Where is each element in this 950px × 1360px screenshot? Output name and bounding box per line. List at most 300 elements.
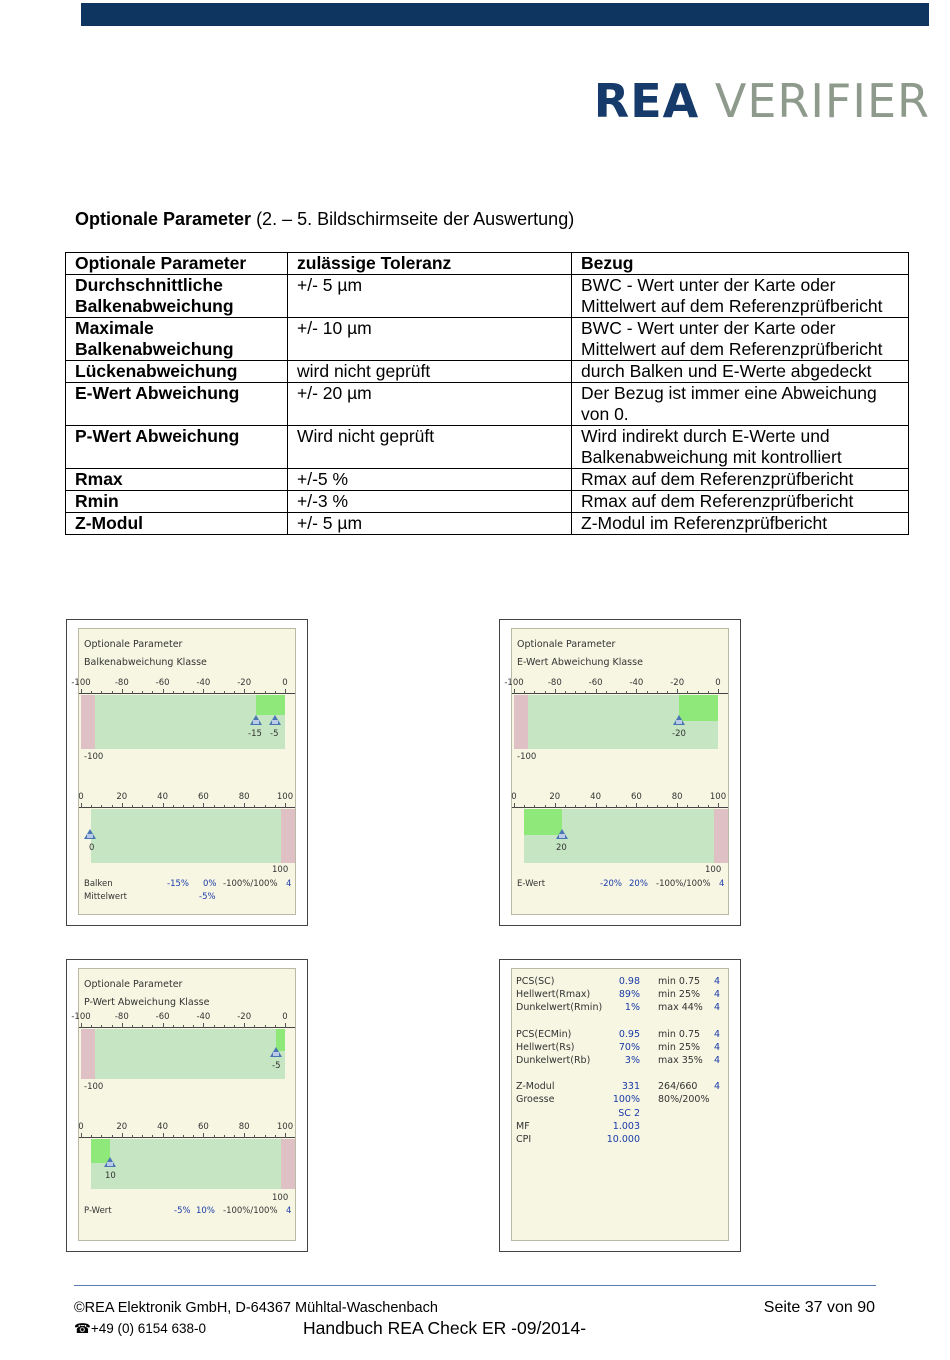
scale-tick bbox=[254, 1025, 255, 1028]
table-cell: Rmax auf dem Referenzprüfbericht bbox=[572, 491, 909, 513]
scale-tick bbox=[254, 805, 255, 808]
table-cell: +/- 10 µm bbox=[288, 318, 572, 361]
scale-tick bbox=[647, 691, 648, 694]
stat-value: 331 bbox=[621, 1081, 640, 1093]
scale-tick bbox=[81, 1133, 82, 1138]
scale-tick-label: 100 bbox=[276, 792, 294, 802]
table-row bbox=[66, 469, 909, 491]
stat-value: 3% bbox=[624, 1054, 640, 1066]
table-cell: Rmax auf dem Referenzprüfbericht bbox=[572, 469, 909, 491]
parameter-table bbox=[65, 252, 909, 535]
scale-tick bbox=[275, 1025, 276, 1028]
scale-tick bbox=[214, 1135, 215, 1138]
scale-tick bbox=[214, 805, 215, 808]
table-row bbox=[66, 426, 909, 469]
pink-zone bbox=[81, 1029, 95, 1079]
scale-tick bbox=[244, 1133, 245, 1138]
table-cell: Maximale Balkenabweichung bbox=[66, 318, 288, 361]
table-cell: P-Wert Abweichung bbox=[66, 426, 288, 469]
table-cell: Lückenabweichung bbox=[66, 361, 288, 383]
pos-max-label: 100 bbox=[705, 865, 722, 875]
scale-tick bbox=[132, 805, 133, 808]
stat-limit: max 35% bbox=[658, 1054, 703, 1066]
scale-tick bbox=[203, 689, 204, 694]
stat-value: 100% bbox=[612, 1094, 640, 1106]
scale-tick-label: 20 bbox=[116, 792, 128, 802]
footer-divider bbox=[74, 1285, 876, 1286]
stat-limit: 80%/200% bbox=[658, 1094, 710, 1106]
tolerance-zone bbox=[95, 1029, 285, 1079]
scale-tick bbox=[234, 691, 235, 694]
stat-row bbox=[516, 1028, 722, 1041]
marker-label: 20 bbox=[556, 843, 567, 853]
scale-tick bbox=[234, 805, 235, 808]
tolerance-zone bbox=[91, 809, 281, 863]
scale-tick bbox=[132, 1025, 133, 1028]
screen-statistics bbox=[511, 968, 729, 1241]
scale-tick bbox=[112, 1025, 113, 1028]
scale-tick-label: 20 bbox=[549, 792, 561, 802]
scale-tick bbox=[163, 1133, 164, 1138]
scale-tick bbox=[203, 803, 204, 808]
scale-tick bbox=[173, 691, 174, 694]
marker-label: -5 bbox=[272, 1061, 281, 1071]
stat-grade: 4 bbox=[714, 1041, 721, 1053]
scale-tick-label: -20 bbox=[237, 1012, 252, 1022]
scale-tick bbox=[718, 803, 719, 808]
scale-tick-label: 80 bbox=[238, 792, 250, 802]
stat-label: Hellwert(Rmax) bbox=[516, 989, 591, 1001]
scale-tick bbox=[81, 803, 82, 808]
scale-tick-label: -80 bbox=[547, 678, 562, 688]
footer-phone: ☎+49 (0) 6154 638-0 bbox=[74, 1321, 207, 1336]
result-value: -15% bbox=[167, 879, 189, 889]
stat-label: PCS(SC) bbox=[516, 976, 555, 987]
pos-max-label: 100 bbox=[272, 1193, 289, 1203]
screen-e-wert bbox=[504, 628, 729, 915]
stat-row bbox=[516, 1001, 722, 1014]
scale-tick bbox=[265, 691, 266, 694]
table-cell: Z-Modul im Referenzprüfbericht bbox=[572, 513, 909, 535]
scale-tick bbox=[101, 1135, 102, 1138]
scale-tick-label: -60 bbox=[588, 678, 603, 688]
scale-tick bbox=[203, 1133, 204, 1138]
scale-tick bbox=[122, 803, 123, 808]
stat-grade: 4 bbox=[714, 1002, 721, 1014]
scale-tick bbox=[163, 1023, 164, 1028]
scale-tick bbox=[657, 805, 658, 808]
table-cell: Z-Modul bbox=[66, 513, 288, 535]
stat-row bbox=[516, 1080, 722, 1093]
screen-subtitle: E-Wert Abweichung Klasse bbox=[517, 657, 643, 668]
scale-tick bbox=[142, 1135, 143, 1138]
table-row bbox=[66, 275, 909, 318]
scale-tick bbox=[91, 1025, 92, 1028]
stat-row bbox=[516, 1107, 722, 1120]
stat-row bbox=[516, 1041, 722, 1054]
scale-tick bbox=[565, 691, 566, 694]
table-cell: +/-5 % bbox=[288, 469, 572, 491]
scale-tick bbox=[193, 691, 194, 694]
scale-tick bbox=[265, 1025, 266, 1028]
footer-copyright: ©REA Elektronik GmbH, D-64367 Mühltal-Waschenbach bbox=[74, 1300, 438, 1316]
stat-label: Dunkelwert(Rmin) bbox=[516, 1002, 603, 1014]
scale-tick bbox=[275, 1135, 276, 1138]
scale-tick bbox=[606, 691, 607, 694]
neg-min-label: -100 bbox=[84, 1082, 104, 1092]
scale-tick bbox=[687, 691, 688, 694]
scale-tick bbox=[142, 805, 143, 808]
table-cell: BWC - Wert unter der Karte oder Mittelwert auf dem Referenzprüfbericht bbox=[572, 275, 909, 318]
scale-tick bbox=[677, 803, 678, 808]
stat-label: CPI bbox=[516, 1133, 532, 1145]
scale-tick-label: -40 bbox=[196, 1012, 211, 1022]
scale-tick bbox=[163, 803, 164, 808]
stat-grade: 4 bbox=[714, 1028, 721, 1040]
scale-tick bbox=[132, 691, 133, 694]
scale-tick bbox=[224, 1135, 225, 1138]
scale-tick-label: 0 bbox=[282, 678, 288, 688]
neg-min-label: -100 bbox=[517, 752, 537, 762]
table-cell: wird nicht geprüft bbox=[288, 361, 572, 383]
result-grade: 4 bbox=[286, 1206, 292, 1216]
scale-tick bbox=[244, 803, 245, 808]
scale-tick bbox=[91, 1135, 92, 1138]
rea-verifier-logo bbox=[594, 74, 930, 128]
group-gap bbox=[516, 1067, 722, 1080]
screen-balkenabweichung bbox=[71, 628, 296, 915]
scale-tick bbox=[112, 691, 113, 694]
scale-tick bbox=[173, 1025, 174, 1028]
scale-tick bbox=[585, 691, 586, 694]
table-cell: Der Bezug ist immer eine Abweichung von 0. bbox=[572, 383, 909, 426]
scale-tick bbox=[555, 689, 556, 694]
header-bar bbox=[81, 3, 929, 26]
stat-value: 70% bbox=[618, 1041, 640, 1053]
scale-tick bbox=[575, 691, 576, 694]
scale-tick bbox=[183, 805, 184, 808]
scale-tick-label: -60 bbox=[155, 1012, 170, 1022]
result-value: 20% bbox=[629, 879, 648, 889]
scale-tick bbox=[698, 805, 699, 808]
table-cell: +/- 5 µm bbox=[288, 513, 572, 535]
scale-tick-label: 40 bbox=[157, 792, 169, 802]
stat-limit: 264/660 bbox=[658, 1081, 698, 1093]
scale-tick bbox=[545, 805, 546, 808]
scale-tick bbox=[152, 691, 153, 694]
stat-label: MF bbox=[516, 1120, 530, 1132]
stat-label: Hellwert(Rs) bbox=[516, 1041, 575, 1053]
table-cell: +/- 20 µm bbox=[288, 383, 572, 426]
scale-tick bbox=[203, 1023, 204, 1028]
scale-tick bbox=[647, 805, 648, 808]
scale-tick bbox=[718, 689, 719, 694]
statistics-list bbox=[516, 975, 722, 1146]
scale-tick bbox=[285, 689, 286, 694]
scale-tick-label: -100 bbox=[71, 678, 91, 688]
marker-icon bbox=[104, 1157, 116, 1167]
scale-tick bbox=[122, 689, 123, 694]
table-cell: Durchschnittliche Balkenabweichung bbox=[66, 275, 288, 318]
result-label: E-Wert bbox=[517, 879, 546, 889]
scale-tick-label: -40 bbox=[196, 678, 211, 688]
scale-tick bbox=[234, 1025, 235, 1028]
scale-tick bbox=[101, 1025, 102, 1028]
scale-tick-label: 20 bbox=[116, 1122, 128, 1132]
scale-tick bbox=[636, 803, 637, 808]
table-cell: BWC - Wert unter der Karte oder Mittelwert auf dem Referenzprüfbericht bbox=[572, 318, 909, 361]
scale-tick bbox=[152, 1025, 153, 1028]
section-title bbox=[75, 209, 574, 230]
screen-title: Optionale Parameter bbox=[517, 639, 616, 650]
scale-tick bbox=[91, 691, 92, 694]
table-row bbox=[66, 318, 909, 361]
header-cell: Bezug bbox=[572, 253, 909, 275]
scale-tick bbox=[91, 805, 92, 808]
stat-label: Groesse bbox=[516, 1094, 555, 1106]
stat-row bbox=[516, 988, 722, 1001]
scale-tick bbox=[524, 691, 525, 694]
scale-tick-label: 60 bbox=[197, 792, 209, 802]
scale-tick bbox=[667, 691, 668, 694]
scale-tick bbox=[101, 805, 102, 808]
result-value: 0% bbox=[203, 879, 217, 889]
scale-tick bbox=[122, 1023, 123, 1028]
stat-value: 0.98 bbox=[618, 976, 640, 987]
scale-tick-label: -20 bbox=[670, 678, 685, 688]
scale-tick bbox=[224, 1025, 225, 1028]
table-row bbox=[66, 513, 909, 535]
marker-label: -5 bbox=[270, 729, 279, 739]
footer-page-number: Seite 37 von 90 bbox=[763, 1299, 875, 1316]
scale-tick bbox=[555, 803, 556, 808]
table-header-row bbox=[66, 253, 909, 275]
scale-tick bbox=[214, 1025, 215, 1028]
result-label: P-Wert bbox=[84, 1206, 112, 1216]
scale-tick-label: 100 bbox=[276, 1122, 294, 1132]
marker-icon bbox=[270, 1047, 282, 1057]
scale-tick bbox=[193, 1135, 194, 1138]
scale-tick-label: 80 bbox=[671, 792, 683, 802]
pink-zone bbox=[281, 809, 295, 863]
result-value: -5% bbox=[199, 892, 216, 902]
scale-tick bbox=[173, 805, 174, 808]
scale-tick-label: 80 bbox=[238, 1122, 250, 1132]
scale-tick-label: -80 bbox=[114, 678, 129, 688]
scale-tick bbox=[698, 691, 699, 694]
scale-tick bbox=[514, 689, 515, 694]
screenshot-balkenabweichung bbox=[66, 619, 308, 926]
group-gap bbox=[516, 1015, 722, 1028]
stat-grade: 4 bbox=[714, 989, 721, 1001]
screen-title: Optionale Parameter bbox=[84, 639, 183, 650]
marker-label: 0 bbox=[89, 843, 95, 853]
scale-tick-label: -80 bbox=[114, 1012, 129, 1022]
scale-tick-label: 40 bbox=[157, 1122, 169, 1132]
marker-icon bbox=[269, 715, 281, 725]
stat-row bbox=[516, 1133, 722, 1146]
scale-tick-label: -60 bbox=[155, 678, 170, 688]
marker-label: -20 bbox=[672, 729, 686, 739]
scale-tick bbox=[142, 691, 143, 694]
marker-label: 10 bbox=[105, 1171, 116, 1181]
scale-tick bbox=[534, 805, 535, 808]
scale-tick bbox=[565, 805, 566, 808]
scale-tick bbox=[524, 805, 525, 808]
scale-tick-label: 0 bbox=[282, 1012, 288, 1022]
stat-label: Dunkelwert(Rb) bbox=[516, 1054, 591, 1066]
scale-tick-label: 60 bbox=[630, 792, 642, 802]
screen-p-wert bbox=[71, 968, 296, 1241]
scale-tick bbox=[122, 1133, 123, 1138]
stat-row bbox=[516, 1120, 722, 1133]
neg-min-label: -100 bbox=[84, 752, 104, 762]
screen-subtitle: Balkenabweichung Klasse bbox=[84, 657, 207, 668]
stat-label: PCS(ECMin) bbox=[516, 1028, 572, 1040]
stat-value: 10.000 bbox=[606, 1133, 640, 1145]
scale-tick bbox=[687, 805, 688, 808]
result-value: -5% bbox=[174, 1206, 191, 1216]
scale-tick bbox=[142, 1025, 143, 1028]
stat-grade: 4 bbox=[714, 976, 721, 987]
scale-tick bbox=[708, 805, 709, 808]
table-row bbox=[66, 491, 909, 513]
stat-value: 0.95 bbox=[618, 1028, 640, 1040]
marker-label: -15 bbox=[248, 729, 262, 739]
screenshot-e-wert bbox=[499, 619, 741, 926]
stat-label: Z-Modul bbox=[516, 1081, 555, 1093]
table-cell: Wird nicht geprüft bbox=[288, 426, 572, 469]
stat-limit: min 25% bbox=[658, 989, 701, 1001]
scale-tick bbox=[514, 803, 515, 808]
table-cell: durch Balken und E-Werte abgedeckt bbox=[572, 361, 909, 383]
stat-row bbox=[516, 1054, 722, 1067]
table-cell: +/-3 % bbox=[288, 491, 572, 513]
scale-tick bbox=[163, 689, 164, 694]
scale-tick bbox=[596, 803, 597, 808]
table-cell: +/- 5 µm bbox=[288, 275, 572, 318]
result-label: Mittelwert bbox=[84, 892, 127, 902]
marker-icon bbox=[673, 715, 685, 725]
scale-tick bbox=[677, 689, 678, 694]
result-value: -20% bbox=[600, 879, 622, 889]
stat-limit: min 25% bbox=[658, 1041, 701, 1053]
scale-tick bbox=[214, 691, 215, 694]
scale-tick bbox=[596, 689, 597, 694]
logo-verifier: VERIFIER bbox=[714, 74, 930, 128]
stat-limit: min 0.75 bbox=[658, 1028, 701, 1040]
scale-tick bbox=[183, 1135, 184, 1138]
result-range: -100%/100% bbox=[223, 1206, 278, 1216]
scale-tick bbox=[285, 803, 286, 808]
tolerance-zone bbox=[91, 1139, 281, 1189]
screenshot-p-wert bbox=[66, 959, 308, 1252]
pink-zone bbox=[81, 695, 95, 749]
stat-value: 1% bbox=[624, 1002, 640, 1014]
result-range: -100%/100% bbox=[656, 879, 711, 889]
table-cell: Rmax bbox=[66, 469, 288, 491]
stat-limit: min 0.75 bbox=[658, 976, 701, 987]
scale-tick bbox=[285, 1023, 286, 1028]
scale-tick bbox=[224, 691, 225, 694]
stat-value: 1.003 bbox=[612, 1120, 640, 1132]
result-label: Balken bbox=[84, 879, 113, 889]
scale-tick-label: 0 bbox=[511, 792, 517, 802]
scale-tick bbox=[667, 805, 668, 808]
scale-tick bbox=[575, 805, 576, 808]
scale-tick bbox=[708, 691, 709, 694]
scale-tick-label: -20 bbox=[237, 678, 252, 688]
stat-row bbox=[516, 1093, 722, 1106]
table-row bbox=[66, 383, 909, 426]
scale-tick bbox=[224, 805, 225, 808]
scale-tick-label: 0 bbox=[78, 792, 84, 802]
result-grade: 4 bbox=[286, 879, 292, 889]
scale-tick bbox=[81, 689, 82, 694]
scale-tick bbox=[275, 691, 276, 694]
result-grade: 4 bbox=[719, 879, 725, 889]
scale-tick bbox=[81, 1023, 82, 1028]
table-row bbox=[66, 361, 909, 383]
scale-tick bbox=[193, 805, 194, 808]
scale-tick-label: -100 bbox=[71, 1012, 91, 1022]
scale-tick bbox=[183, 691, 184, 694]
scale-tick bbox=[265, 805, 266, 808]
stat-row bbox=[516, 975, 722, 988]
stat-limit: max 44% bbox=[658, 1002, 703, 1014]
scale-tick-label: 60 bbox=[197, 1122, 209, 1132]
table-cell: Rmin bbox=[66, 491, 288, 513]
scale-tick bbox=[275, 805, 276, 808]
logo-rea: REA bbox=[593, 74, 700, 128]
scale-tick bbox=[254, 1135, 255, 1138]
screen-subtitle: P-Wert Abweichung Klasse bbox=[84, 997, 210, 1008]
scale-tick bbox=[193, 1025, 194, 1028]
stat-value: 89% bbox=[618, 989, 640, 1001]
scale-tick-label: 40 bbox=[590, 792, 602, 802]
scale-tick bbox=[265, 1135, 266, 1138]
scale-tick bbox=[585, 805, 586, 808]
pink-zone bbox=[714, 809, 728, 863]
scale-tick bbox=[244, 689, 245, 694]
screenshot-statistics bbox=[499, 959, 741, 1252]
stat-grade: 4 bbox=[714, 1081, 721, 1093]
pink-zone bbox=[281, 1139, 295, 1189]
scale-tick bbox=[285, 1133, 286, 1138]
scale-tick bbox=[173, 1135, 174, 1138]
scale-tick bbox=[244, 1023, 245, 1028]
scale-tick-label: 100 bbox=[709, 792, 727, 802]
scale-tick bbox=[254, 691, 255, 694]
marker-icon bbox=[250, 715, 262, 725]
stat-value: SC 2 bbox=[618, 1107, 640, 1119]
result-range: -100%/100% bbox=[223, 879, 278, 889]
marker-icon bbox=[84, 829, 96, 839]
marker-icon bbox=[556, 829, 568, 839]
scale-tick bbox=[616, 691, 617, 694]
scale-tick bbox=[152, 805, 153, 808]
scale-tick bbox=[234, 1135, 235, 1138]
scale-tick bbox=[626, 805, 627, 808]
header-cell: Optionale Parameter bbox=[66, 253, 288, 275]
stat-grade: 4 bbox=[714, 1054, 721, 1066]
section-title-rest: (2. – 5. Bildschirmseite der Auswertung) bbox=[251, 209, 575, 229]
scale-tick-label: -40 bbox=[629, 678, 644, 688]
pink-zone bbox=[514, 695, 528, 749]
scale-tick bbox=[112, 1135, 113, 1138]
header-cell: zulässige Toleranz bbox=[288, 253, 572, 275]
scale-tick bbox=[545, 691, 546, 694]
